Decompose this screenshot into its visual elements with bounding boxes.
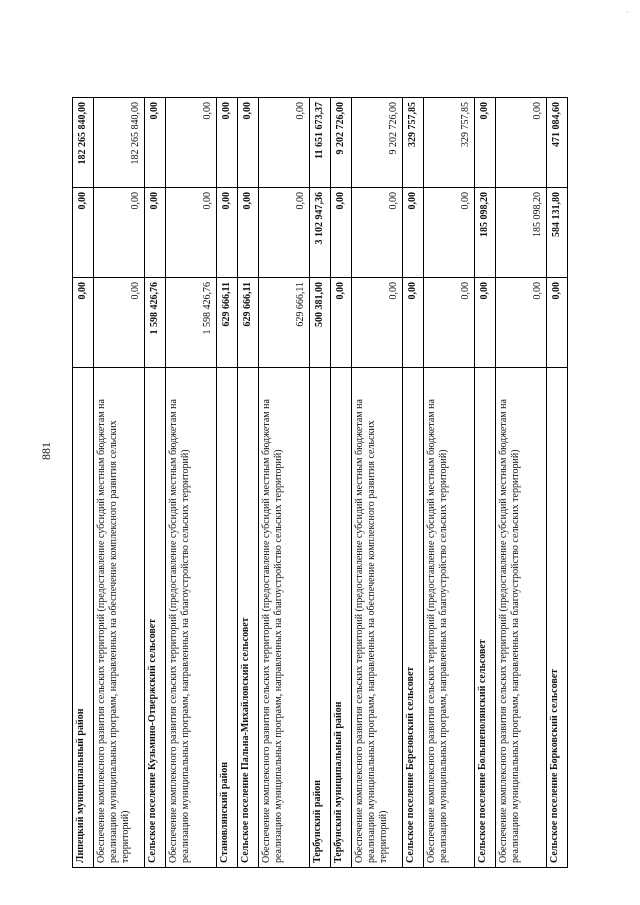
amount-cell-2: 0,00 xyxy=(94,188,145,278)
table-row-heading xyxy=(217,98,238,868)
table-row-detail xyxy=(94,98,145,868)
table-row-heading xyxy=(547,98,568,868)
row-name-cell: Тербунский район xyxy=(310,368,331,868)
amount-cell-3: 0,00 xyxy=(166,98,217,188)
amount-cell-1: 0,00 xyxy=(547,278,568,368)
amount-cell-1: 500 381,00 xyxy=(310,278,331,368)
corner-mark: · xyxy=(626,8,629,17)
amount-cell-2: 0,00 xyxy=(403,188,424,278)
amount-cell-1: 629 666,11 xyxy=(238,278,259,368)
amount-cell-1: 1 598 426,76 xyxy=(166,278,217,368)
table-row-heading xyxy=(238,98,259,868)
table-row-heading xyxy=(310,98,331,868)
row-name-cell: Обеспечение комплексного развития сельских территорий (предоставление субсидий местным бюджетам на реализацию муниципальных программ, направленных на благоустройство сельских территорий) xyxy=(424,368,475,868)
amount-cell-3: 0,00 xyxy=(145,98,166,188)
amount-cell-1: 0,00 xyxy=(496,278,547,368)
amount-cell-2: 0,00 xyxy=(352,188,403,278)
row-name-cell: Тербунский муниципальный район xyxy=(331,368,352,868)
amount-cell-1: 0,00 xyxy=(73,278,94,368)
table-row-heading xyxy=(403,98,424,868)
amount-cell-2: 0,00 xyxy=(166,188,217,278)
amount-cell-3: 182 265 840,00 xyxy=(94,98,145,188)
table-row-detail xyxy=(352,98,403,868)
amount-cell-2: 0,00 xyxy=(424,188,475,278)
amount-cell-1: 0,00 xyxy=(94,278,145,368)
row-name-cell: Обеспечение комплексного развития сельских территорий (предоставление субсидий местным бюджетам на реализацию муниципальных программ, направленных на обеспечение комплексного развития сельских территорий) xyxy=(94,368,145,868)
amount-cell-3: 0,00 xyxy=(217,98,238,188)
amount-cell-3: 329 757,85 xyxy=(424,98,475,188)
amount-cell-3: 0,00 xyxy=(496,98,547,188)
table-row-detail xyxy=(166,98,217,868)
amount-cell-3: 9 202 726,00 xyxy=(331,98,352,188)
amount-cell-2: 185 098,20 xyxy=(496,188,547,278)
amount-cell-3: 0,00 xyxy=(475,98,496,188)
amount-cell-2: 0,00 xyxy=(331,188,352,278)
row-name-cell: Обеспечение комплексного развития сельских территорий (предоставление субсидий местным бюджетам на реализацию муниципальных программ, направленных на благоустройство сельских территорий) xyxy=(166,368,217,868)
amount-cell-1: 0,00 xyxy=(475,278,496,368)
rotated-table-container xyxy=(72,98,562,868)
row-name-cell: Липецкий муниципальный район xyxy=(73,368,94,868)
row-name-cell: Сельское поселение Кузьмино-Отвержский сельсовет xyxy=(145,368,166,868)
amount-cell-3: 0,00 xyxy=(238,98,259,188)
amount-cell-2: 584 131,80 xyxy=(547,188,568,278)
amount-cell-2: 0,00 xyxy=(73,188,94,278)
row-name-cell: Обеспечение комплексного развития сельских территорий (предоставление субсидий местным бюджетам на реализацию муниципальных программ, направленных на благоустройство сельских территорий) xyxy=(259,368,310,868)
amount-cell-1: 1 598 426,76 xyxy=(145,278,166,368)
amount-cell-1: 0,00 xyxy=(352,278,403,368)
row-name-cell: Сельское поселение Большеполянский сельсовет xyxy=(475,368,496,868)
table-row-heading xyxy=(331,98,352,868)
table-row-detail xyxy=(424,98,475,868)
amount-cell-1: 629 666,11 xyxy=(259,278,310,368)
amount-cell-1: 629 666,11 xyxy=(217,278,238,368)
amount-cell-2: 0,00 xyxy=(145,188,166,278)
amount-cell-3: 0,00 xyxy=(259,98,310,188)
amount-cell-3: 182 265 840,00 xyxy=(73,98,94,188)
page-number: 881 xyxy=(39,442,53,460)
table-row-heading xyxy=(475,98,496,868)
amount-cell-2: 185 098,20 xyxy=(475,188,496,278)
amount-cell-1: 0,00 xyxy=(403,278,424,368)
amount-cell-2: 0,00 xyxy=(238,188,259,278)
table-body xyxy=(73,98,568,868)
table-row-heading xyxy=(73,98,94,868)
amount-cell-2: 0,00 xyxy=(217,188,238,278)
table-row-heading xyxy=(145,98,166,868)
row-name-cell: Сельское поселение Березовский сельсовет xyxy=(403,368,424,868)
row-name-cell: Сельское поселение Борковский сельсовет xyxy=(547,368,568,868)
amount-cell-1: 0,00 xyxy=(424,278,475,368)
row-name-cell: Обеспечение комплексного развития сельских территорий (предоставление субсидий местным бюджетам на реализацию муниципальных программ, направленных на благоустройство сельских территорий) xyxy=(496,368,547,868)
budget-table xyxy=(72,97,568,868)
row-name-cell: Обеспечение комплексного развития сельских территорий (предоставление субсидий местным бюджетам на реализацию муниципальных программ, направленных на обеспечение комплексного развития сельских территорий) xyxy=(352,368,403,868)
amount-cell-3: 9 202 726,00 xyxy=(352,98,403,188)
table-row-detail xyxy=(259,98,310,868)
amount-cell-3: 471 084,60 xyxy=(547,98,568,188)
amount-cell-3: 329 757,85 xyxy=(403,98,424,188)
table-row-detail xyxy=(496,98,547,868)
row-name-cell: Сельское поселение Пальна-Михайловский сельсовет xyxy=(238,368,259,868)
amount-cell-2: 3 102 947,36 xyxy=(310,188,331,278)
amount-cell-1: 0,00 xyxy=(331,278,352,368)
row-name-cell: Становлянский район xyxy=(217,368,238,868)
amount-cell-2: 0,00 xyxy=(259,188,310,278)
amount-cell-3: 11 651 673,37 xyxy=(310,98,331,188)
